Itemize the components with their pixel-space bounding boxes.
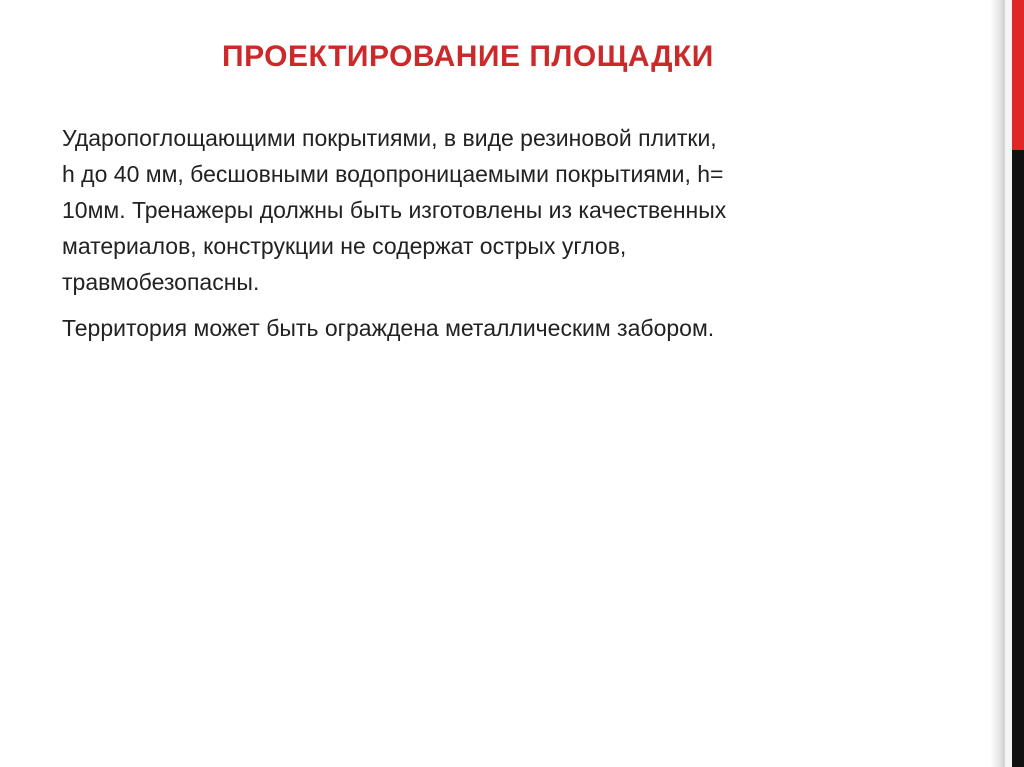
slide-body — [62, 120, 932, 356]
paragraph-2: Территория может быть ограждена металлическим забором. — [62, 315, 715, 341]
accent-bar-red — [1012, 0, 1024, 150]
paragraph-1: Ударопоглощающими покрытиями, в виде резиновой плитки, h до 40 мм, бесшовными водопроницаемыми покрытиями, h= 10мм. Тренажеры должны быть изготовлены из качественных материалов, конструкции не содержат острых углов, травмобезопасны. — [62, 125, 727, 295]
page-fold-shadow — [990, 0, 1004, 767]
slide-title: ПРОЕКТИРОВАНИЕ ПЛОЩАДКИ — [222, 40, 714, 73]
accent-bar-black — [1012, 150, 1024, 767]
